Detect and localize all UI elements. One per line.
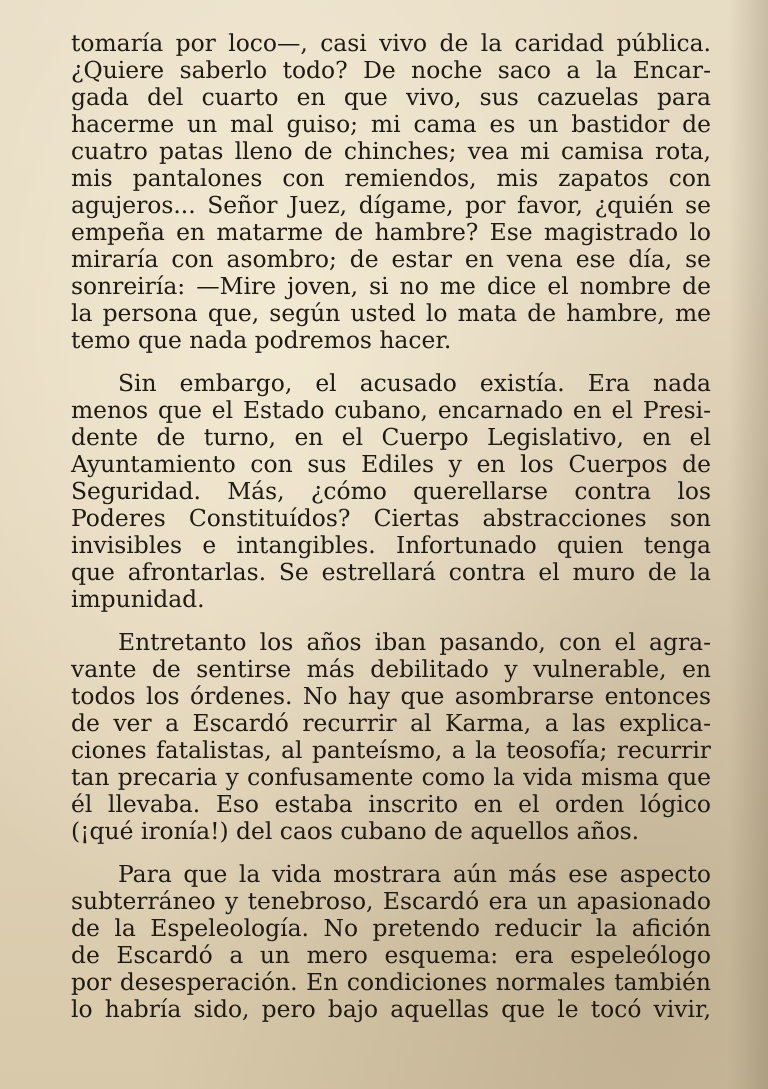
text-line: agujeros... Señor Juez, dígame, por favor, ¿quién se — [71, 191, 711, 219]
text-line: por desesperación. En condiciones normales también — [71, 968, 711, 996]
text-line: él llevaba. Eso estaba inscrito en el orden lógico — [71, 790, 711, 818]
text-line: de ver a Escardó recurrir al Karma, a las explica- — [71, 709, 711, 737]
text-line: de Escardó a un mero esquema: era espeleólogo — [71, 941, 711, 969]
text-line: mis pantalones con remiendos, mis zapatos con — [71, 164, 711, 192]
paragraph-1 — [71, 30, 711, 354]
text-line: impunidad. — [71, 585, 205, 613]
text-line: dente de turno, en el Cuerpo Legislativo, en el — [71, 423, 711, 451]
text-line: miraría con asombro; de estar en vena ese día, se — [71, 245, 711, 273]
paragraph-4 — [71, 861, 711, 1023]
text-line: que afrontarlas. Se estrellará contra el muro de la — [71, 558, 711, 586]
text-line: Sin embargo, el acusado existía. Era nada — [118, 369, 711, 397]
text-line: Entretanto los años iban pasando, con el agra- — [118, 628, 711, 656]
text-line: (¡qué ironía!) del caos cubano de aquellos años. — [71, 817, 640, 845]
text-line: Poderes Constituídos? Ciertas abstracciones son — [71, 504, 711, 532]
text-line: ciones fatalistas, al panteísmo, a la teosofía; recurrir — [71, 736, 711, 764]
text-line: menos que el Estado cubano, encarnado en el Presi- — [71, 396, 711, 424]
text-line: subterráneo y tenebroso, Escardó era un apasionado — [71, 887, 711, 915]
text-line: gada del cuarto en que vivo, sus cazuelas para — [71, 83, 711, 111]
text-line: Seguridad. Más, ¿cómo querellarse contra los — [71, 477, 711, 505]
paragraph-2 — [71, 370, 711, 613]
text-line: invisibles e intangibles. Infortunado quien tenga — [71, 531, 711, 559]
text-line: ¿Quiere saberlo todo? De noche saco a la Encar- — [71, 56, 711, 84]
text-line: empeña en matarme de hambre? Ese magistrado lo — [71, 218, 711, 246]
text-line: la persona que, según usted lo mata de hambre, me — [71, 299, 711, 327]
body-text — [71, 30, 711, 1023]
text-line: sonreiría: —Mire joven, si no me dice el nombre de — [71, 272, 711, 300]
text-line: lo habría sido, pero bajo aquellas que le tocó vivir, — [71, 995, 711, 1023]
text-line: de la Espeleología. No pretendo reducir la afición — [71, 914, 711, 942]
text-line: hacerme un mal guiso; mi cama es un bastidor de — [71, 110, 711, 138]
text-line: temo que nada podremos hacer. — [71, 326, 452, 354]
text-line: Ayuntamiento con sus Ediles y en los Cuerpos de — [71, 450, 711, 478]
text-line: todos los órdenes. No hay que asombrarse entonces — [71, 682, 711, 710]
text-line: tomaría por loco—, casi vivo de la caridad pública. — [71, 29, 711, 57]
paragraph-3 — [71, 629, 711, 845]
text-line: cuatro patas lleno de chinches; vea mi camisa rota, — [71, 137, 711, 165]
text-line: Para que la vida mostrara aún más ese aspecto — [118, 860, 711, 888]
text-line: tan precaria y confusamente como la vida misma que — [71, 763, 711, 791]
text-line: vante de sentirse más debilitado y vulnerable, en — [71, 655, 711, 683]
